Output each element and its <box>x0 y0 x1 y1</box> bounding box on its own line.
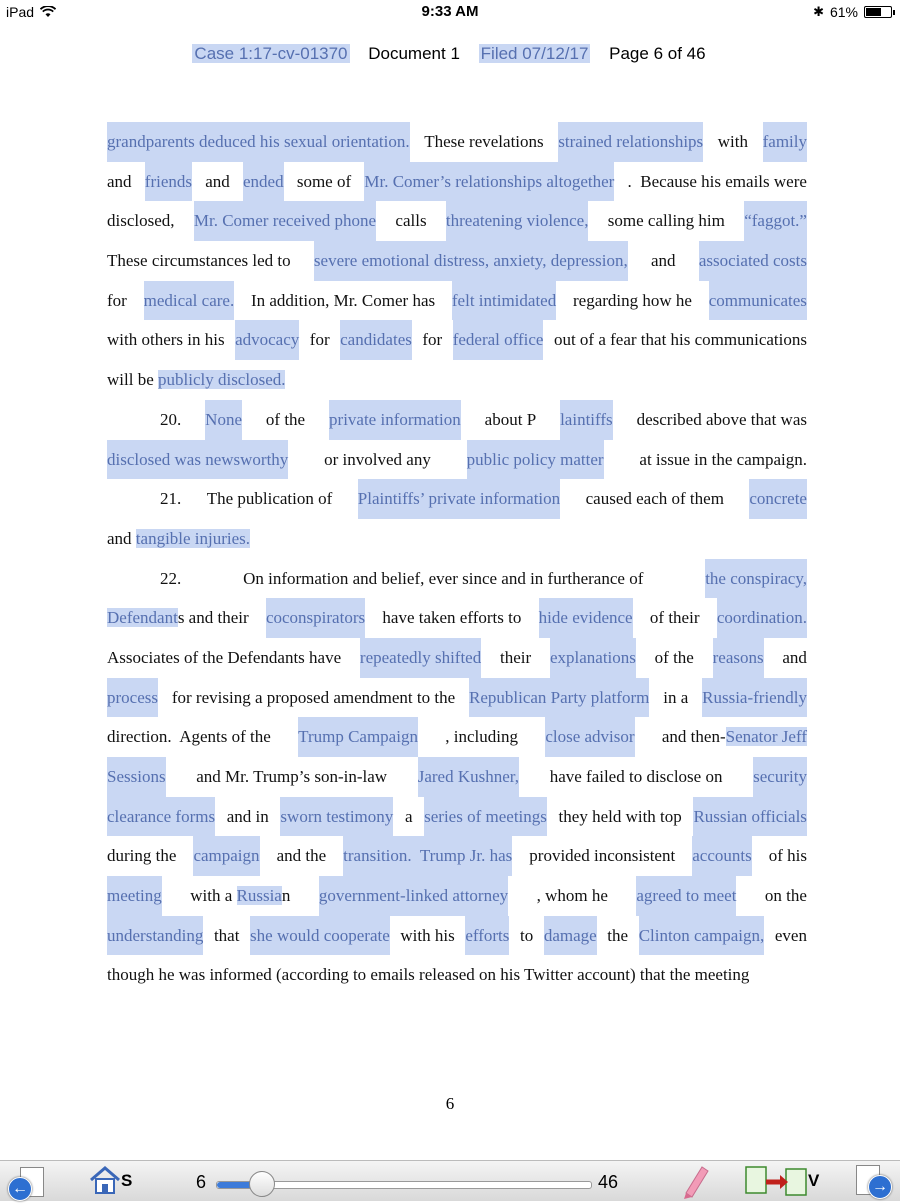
slider-total-pages: 46 <box>598 1172 619 1192</box>
text-line: clearance forms and in sworn testimony a series of meetings they held with top Russian officials <box>107 797 807 837</box>
export-button[interactable] <box>744 1165 822 1199</box>
text-line: though he was informed (according to emails released on his Twitter account) that the meeting <box>107 965 750 985</box>
export-icon <box>744 1165 808 1197</box>
back-page-button[interactable] <box>8 1167 44 1201</box>
slider-current-page: 6 <box>196 1172 207 1192</box>
battery-icon <box>864 6 892 18</box>
filed-date: Filed 07/12/17 <box>480 44 589 63</box>
document-body <box>107 122 807 995</box>
text-line: disclosed was newsworthy or involved any public policy matter at issue in the campaign. <box>107 440 807 480</box>
home-label-fragment: S <box>121 1171 133 1190</box>
text-line: meeting with a Russian government-linked attorney , whom he agreed to meet on the <box>107 876 807 916</box>
text-line: during the campaign and the transition. Trump Jr. has provided inconsistent accounts of his <box>107 836 807 876</box>
forward-page-button[interactable] <box>856 1165 896 1201</box>
text-line: and tangible injuries. <box>107 528 251 548</box>
page-indicator: Page 6 of 46 <box>609 44 706 63</box>
text-line: Associates of the Defendants have repeatedly shifted their explanations of the reasons and <box>107 638 807 678</box>
document-header <box>0 44 900 64</box>
document-label: Document 1 <box>368 44 460 63</box>
arrow-left-icon: ← <box>8 1177 32 1201</box>
case-number: Case 1:17-cv-01370 <box>194 44 348 63</box>
export-label-fragment: V <box>808 1171 820 1190</box>
bottom-toolbar <box>0 1160 900 1201</box>
text-line: for medical care. In addition, Mr. Comer has felt intimidated regarding how he communicates <box>107 281 807 321</box>
page-footer-number: 6 <box>445 1094 455 1113</box>
text-line: grandparents deduced his sexual orientation. These revelations strained relationships with family <box>107 122 807 162</box>
text-line: process for revising a proposed amendment to the Republican Party platform in a Russia-friendly <box>107 678 807 718</box>
home-icon <box>88 1165 122 1195</box>
text-line: direction. Agents of the Trump Campaign , including close advisor and then-Senator Jeff <box>107 717 807 757</box>
text-line: Defendants and their coconspirators have taken efforts to hide evidence of their coordination. <box>107 598 807 638</box>
bluetooth-icon: ✱ <box>813 4 824 19</box>
arrow-right-icon: → <box>868 1175 892 1199</box>
home-button[interactable] <box>88 1165 133 1199</box>
paragraph-20: 20. None of the private information about P laintiffs described above that was <box>107 400 807 440</box>
text-line: with others in his advocacy for candidates for federal office out of a fear that his communications <box>107 320 807 360</box>
highlighter-icon <box>678 1163 712 1199</box>
status-bar <box>0 0 900 24</box>
paragraph-22: 22. On information and belief, ever since and in furtherance of the conspiracy, <box>107 559 807 599</box>
text-line: Sessions and Mr. Trump’s son-in-law Jared Kushner, have failed to disclose on security <box>107 757 807 797</box>
text-line: will be publicly disclosed. <box>107 370 286 390</box>
text-line: disclosed, Mr. Comer received phone calls threatening violence, some calling him “faggot.” <box>107 201 807 241</box>
text-line: These circumstances led to severe emotional distress, anxiety, depression, and associated costs <box>107 241 807 281</box>
paragraph-21: 21. The publication of Plaintiffs’ private information caused each of them concrete <box>107 479 807 519</box>
battery-percent: 61% <box>829 4 858 20</box>
clock: 9:33 AM <box>421 3 479 20</box>
text-line: and friends and ended some of Mr. Comer’s relationships altogether . Because his emails were <box>107 162 807 202</box>
device-name: iPad <box>6 4 35 20</box>
highlighter-button[interactable] <box>678 1163 712 1199</box>
page-slider-knob[interactable] <box>249 1171 275 1197</box>
text-line: understanding that she would cooperate with his efforts to damage the Clinton campaign, even <box>107 916 807 956</box>
